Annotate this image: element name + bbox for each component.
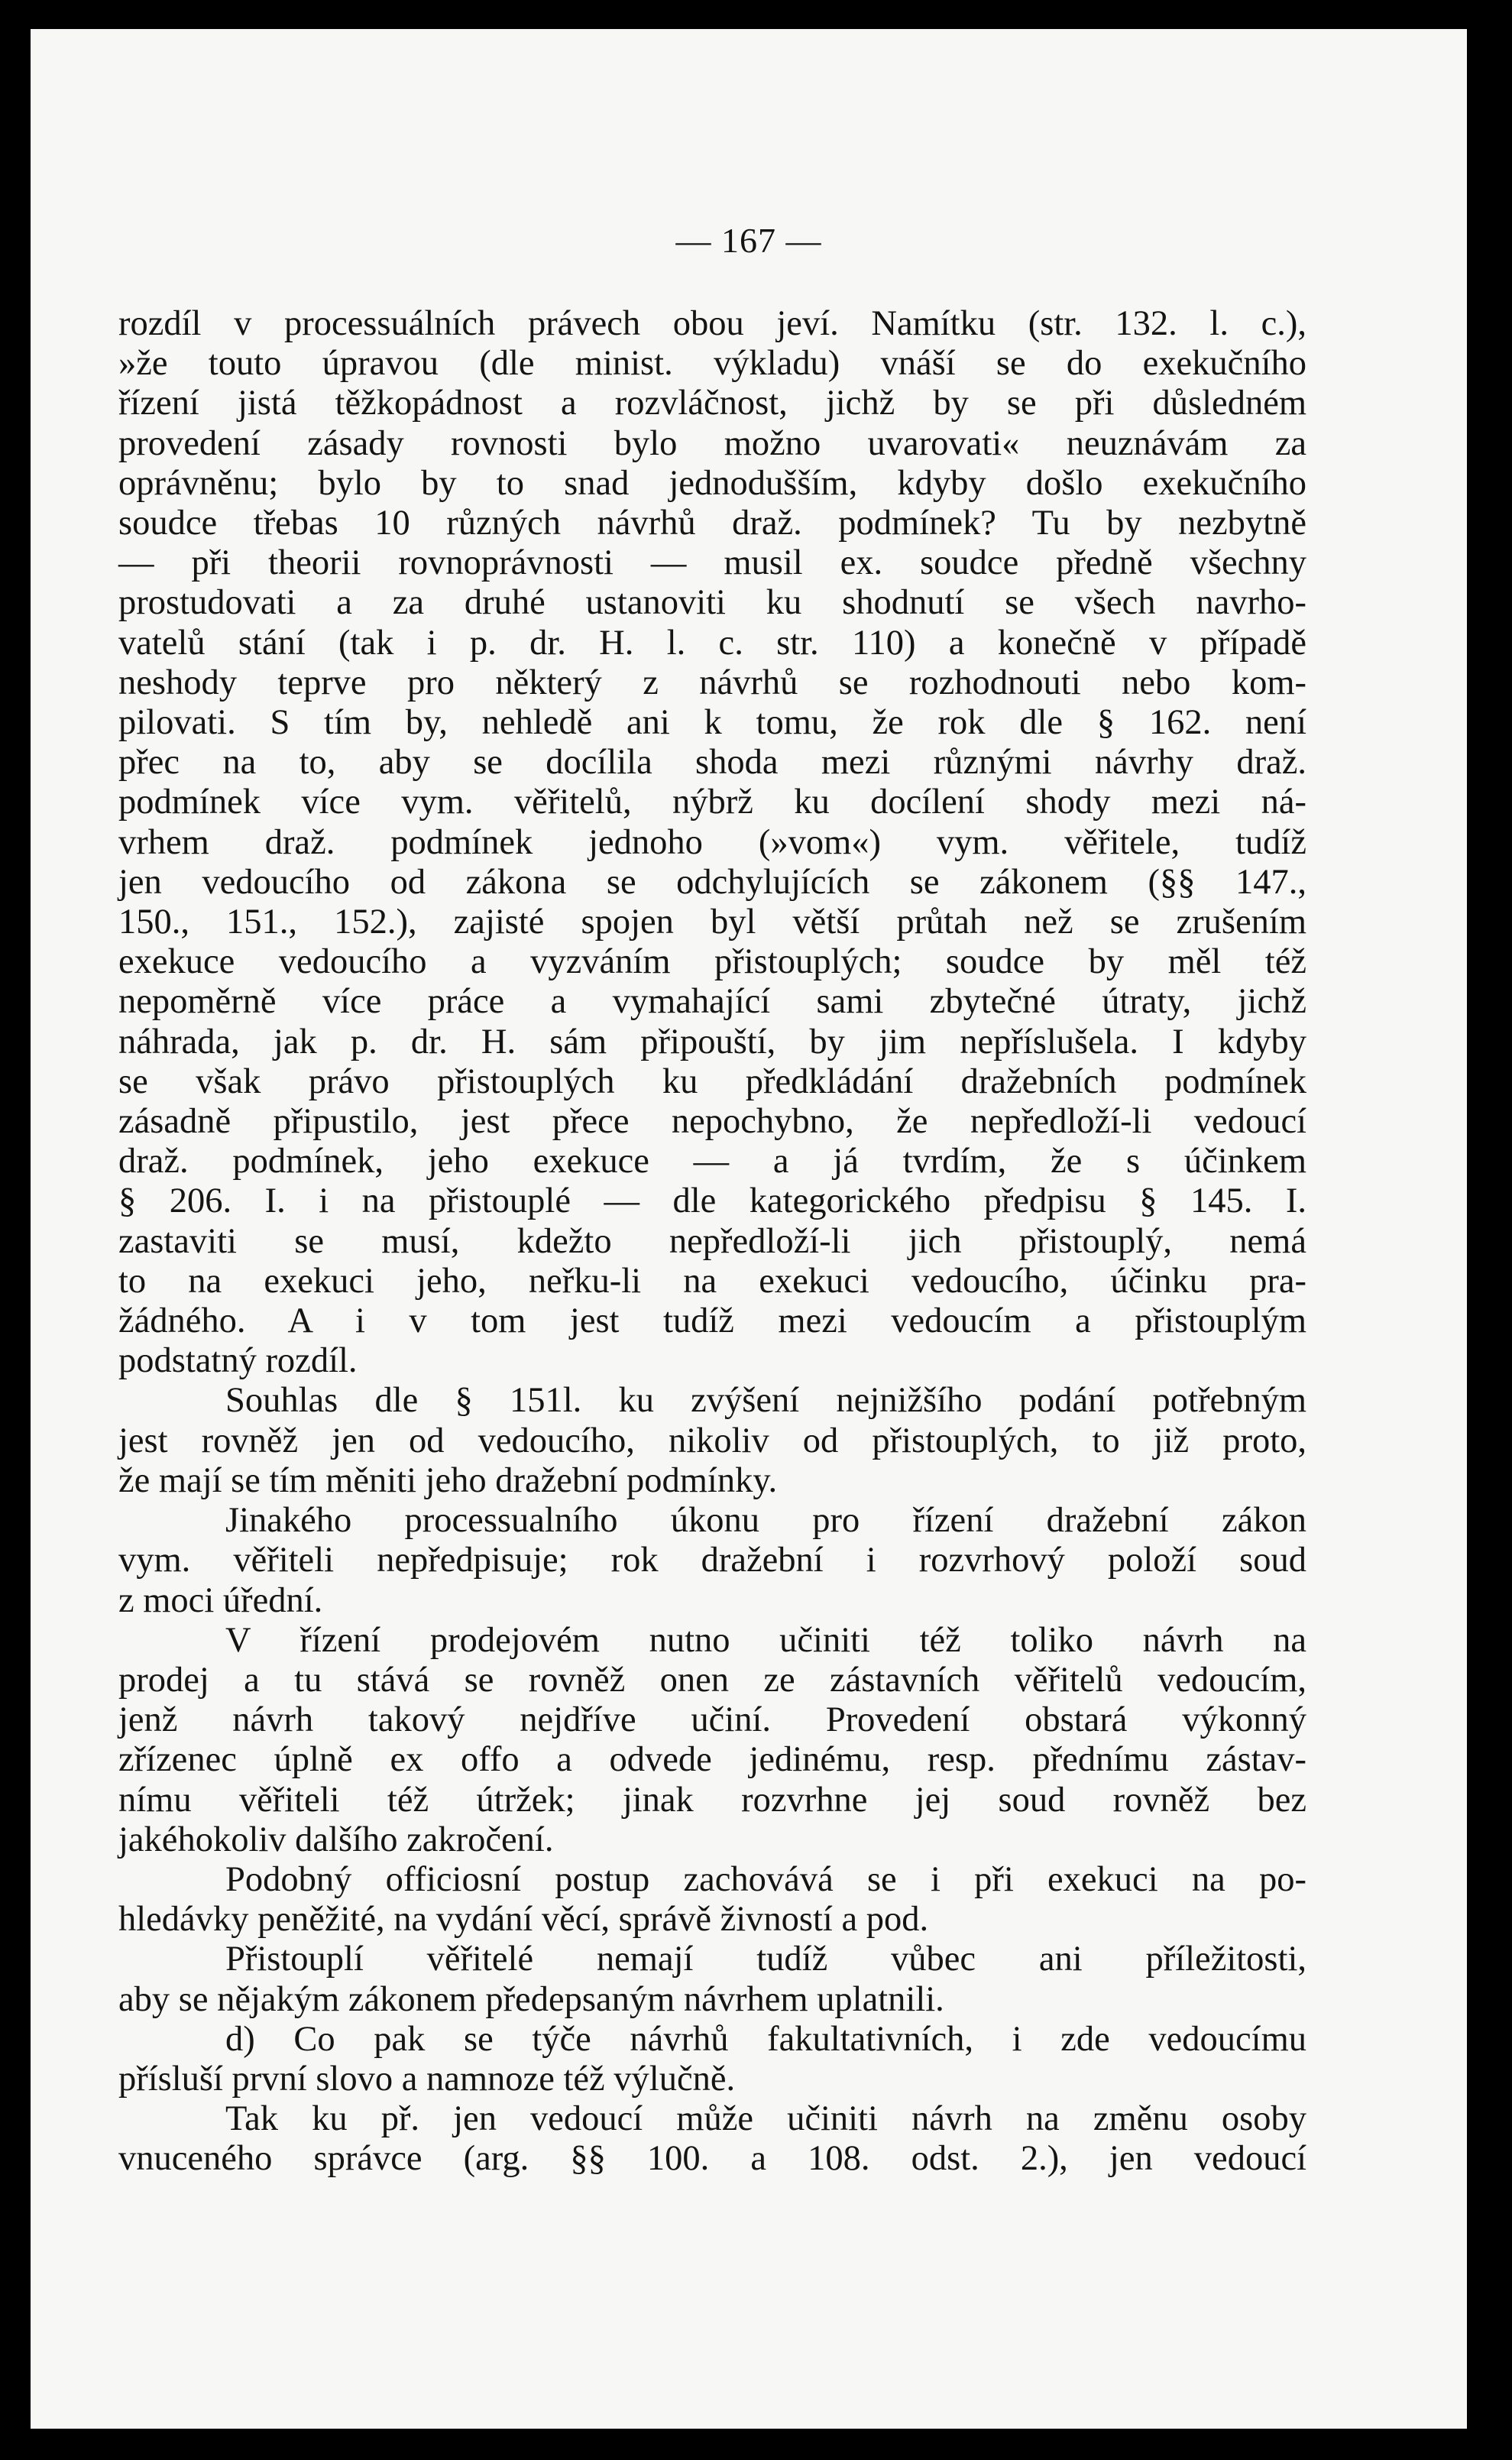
text-line: rozdíl v processuálních právech obou jeví. Namítku (str. 132. l. c.), [118,304,1306,343]
text-line: vatelů stání (tak i p. dr. H. l. c. str. 110) a konečně v případě [118,623,1306,663]
text-line: řízení jistá těžkopádnost a rozvláčnost, jichž by se při důsledném [118,384,1306,423]
text-line: aby se nějakým zákonem předepsaným návrhem uplatnili. [118,1979,944,2019]
text-line: Jinakého processualního úkonu pro řízení dražební zákon [225,1501,1306,1541]
text-line: že mají se tím měniti jeho dražební podmínky. [118,1460,778,1500]
text-line: jakéhokoliv dalšího zakročení. [118,1820,554,1859]
text-line: § 206. I. i na přistouplé — dle kategorického předpisu § 145. I. [118,1181,1306,1221]
page-number: — 167 — [675,221,822,260]
text-line: prostudovati a za druhé ustanoviti ku shodnutí se všech navrho- [118,583,1306,623]
text-line: draž. podmínek, jeho exekuce — a já tvrdím, že s účinkem [118,1142,1306,1181]
text-line: soudce třebas 10 různých návrhů draž. podmínek? Tu by nezbytně [118,504,1306,543]
text-line: Podobný officiosní postup zachovává se i při exekuci na po- [225,1859,1306,1899]
text-line: Souhlas dle § 151l. ku zvýšení nejnižšího podání potřebným [225,1381,1306,1421]
text-line: neshody teprve pro některý z návrhů se rozhodnouti nebo kom- [118,663,1306,702]
text-line: vym. věřiteli nepředpisuje; rok dražební i rozvrhový položí soud [118,1541,1306,1580]
text-line: — při theorii rovnoprávnosti — musil ex. soudce předně všechny [118,543,1306,583]
text-line: exekuce vedoucího a vyzváním přistouplých; soudce by měl též [118,942,1306,982]
text-line: jen vedoucího od zákona se odchylujících se zákonem (§§ 147., [118,862,1306,902]
text-line: provedení zásady rovnosti bylo možno uvarovati« neuznávám za [118,423,1306,463]
text-line: 150., 151., 152.), zajisté spojen byl větší průtah než se zrušením [118,903,1306,942]
text-line: zastaviti se musí, kdežto nepředloží-li jich přistouplý, nemá [118,1221,1306,1261]
text-line: zásadně připustilo, jest přece nepochybno, že nepředloží-li vedoucí [118,1102,1306,1142]
text-line: z moci úřední. [118,1580,323,1620]
text-line: náhrada, jak p. dr. H. sám připouští, by jim nepříslušela. I kdyby [118,1022,1306,1061]
body-text [118,304,1306,2180]
text-line: prodej a tu stává se rovněž onen ze zástavních věřitelů vedoucím, [118,1660,1306,1700]
text-line: se však právo přistouplých ku předkládání dražebních podmínek [118,1061,1306,1101]
text-line: d) Co pak se týče návrhů fakultativních, i zde vedoucímu [225,2019,1306,2059]
text-line: hledávky peněžité, na vydání věcí, správě živností a pod. [118,1900,929,1940]
text-line: žádného. A i v tom jest tudíž mezi vedoucím a přistouplým [118,1301,1306,1341]
text-line: pilovati. S tím by, nehledě ani k tomu, že rok dle § 162. není [118,703,1306,743]
text-line: vnuceného správce (arg. §§ 100. a 108. odst. 2.), jen vedoucí [118,2139,1306,2179]
text-line: V řízení prodejovém nutno učiniti též toliko návrh na [225,1620,1306,1660]
scanned-page [31,29,1467,2429]
text-line: jest rovněž jen od vedoucího, nikoliv od přistouplých, to již proto, [118,1421,1306,1460]
text-line: Přistouplí věřitelé nemají tudíž vůbec ani příležitosti, [225,1940,1306,1979]
text-line: podmínek více vym. věřitelů, nýbrž ku docílení shody mezi ná- [118,783,1306,822]
text-line: »že touto úpravou (dle minist. výkladu) vnáší se do exekučního [118,344,1306,384]
text-line: zřízenec úplně ex offo a odvede jedinému, resp. přednímu zástav- [118,1740,1306,1780]
text-line: jenž návrh takový nejdříve učiní. Provedení obstará výkonný [118,1700,1306,1740]
text-line: Tak ku př. jen vedoucí může učiniti návrh na změnu osoby [225,2099,1306,2139]
text-line: přísluší první slovo a namnoze též výlučně. [118,2059,736,2099]
text-line: vrhem draž. podmínek jednoho (»vom«) vym. věřitele, tudíž [118,822,1306,862]
text-line: přec na to, aby se docílila shoda mezi různými návrhy draž. [118,743,1306,783]
text-line: nímu věřiteli též útržek; jinak rozvrhne jej soud rovněž bez [118,1780,1306,1820]
text-line: nepoměrně více práce a vymahající sami zbytečné útraty, jichž [118,982,1306,1022]
text-line: oprávněnu; bylo by to snad jednodušším, kdyby došlo exekučního [118,463,1306,503]
text-line: to na exekuci jeho, neřku-li na exekuci vedoucího, účinku pra- [118,1261,1306,1301]
text-line: podstatný rozdíl. [118,1341,358,1381]
